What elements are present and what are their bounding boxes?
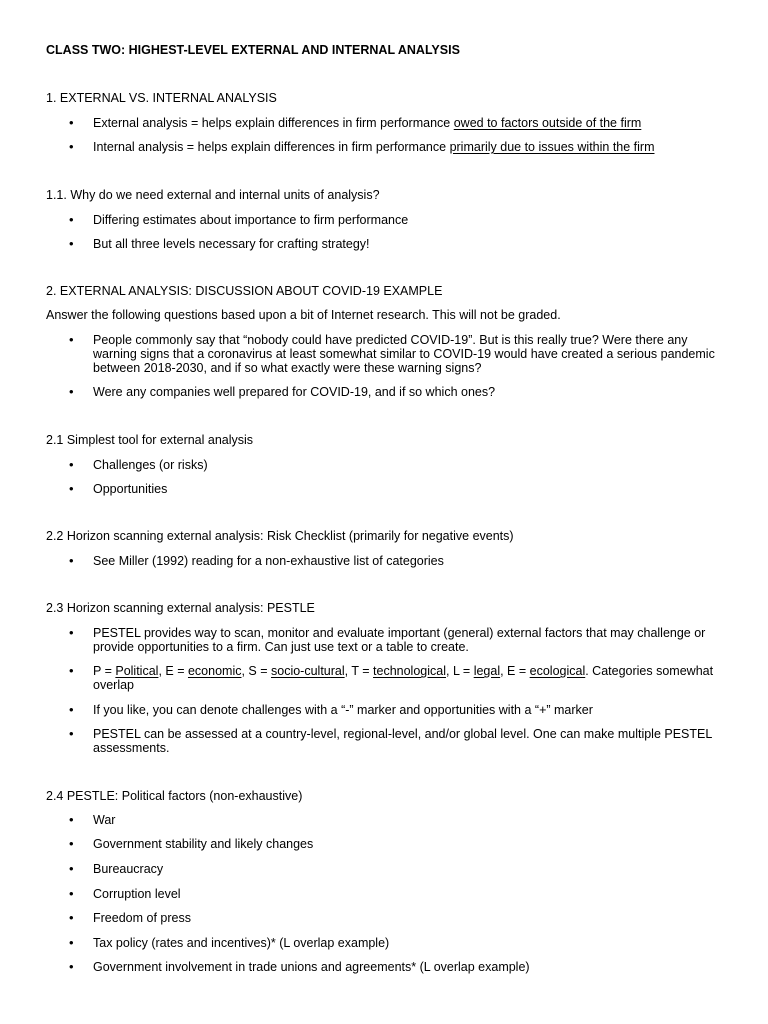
political-term: Political	[115, 664, 159, 678]
list-item: • PESTEL can be assessed at a country-level, regional-level, and/or global level. One can make multiple PESTEL assessments.	[93, 727, 723, 755]
bullet-text: , L =	[446, 664, 474, 678]
intro-paragraph: Answer the following questions based upon a bit of Internet research. This will not be graded.	[46, 308, 561, 322]
list-item: • Tax policy (rates and incentives)* (L overlap example)	[93, 936, 723, 950]
list-item	[93, 116, 723, 130]
bullet-text: , S =	[241, 664, 271, 678]
section-heading-2-4: 2.4 PESTLE: Political factors (non-exhaustive)	[46, 789, 303, 803]
legal-term: legal	[473, 664, 501, 678]
bullet-text: , E =	[500, 664, 530, 678]
underlined-text: primarily due to issues within the firm	[449, 140, 655, 154]
list-item: • War	[93, 813, 723, 827]
list-item	[93, 664, 723, 692]
bullet-text: , T =	[344, 664, 374, 678]
list-item: • Freedom of press	[93, 911, 723, 925]
list-item	[93, 140, 723, 154]
section-heading-2-1: 2.1 Simplest tool for external analysis	[46, 433, 254, 447]
list-item: • Were any companies well prepared for COVID-19, and if so which ones?	[93, 385, 723, 399]
section-heading-2-2: 2.2 Horizon scanning external analysis: Risk Checklist (primarily for negative events)	[46, 529, 514, 543]
economic-term: economic	[187, 664, 242, 678]
ecological-term: ecological	[529, 664, 586, 678]
list-item: • PESTEL provides way to scan, monitor and evaluate important (general) external factors that may challenge or provide opportunities to a firm. Can just use text or a table to create.	[93, 626, 723, 654]
bullet-text: , E =	[158, 664, 188, 678]
underlined-text: owed to factors outside of the firm	[453, 116, 642, 130]
list-item: • Opportunities	[93, 482, 723, 496]
list-item: • Government stability and likely changes	[93, 837, 723, 851]
bullet-text: . Categories somewhat overlap	[93, 664, 714, 692]
section-heading-2-3: 2.3 Horizon scanning external analysis: PESTLE	[46, 601, 315, 615]
bullet-text: P =	[93, 664, 116, 678]
list-item: • But all three levels necessary for crafting strategy!	[93, 237, 723, 251]
list-item: • Differing estimates about importance to firm performance	[93, 213, 723, 227]
bullet-text: Internal analysis = helps explain differences in firm performance	[93, 140, 450, 154]
section-heading-1: 1. EXTERNAL VS. INTERNAL ANALYSIS	[46, 91, 277, 105]
list-item: • People commonly say that “nobody could have predicted COVID-19”. But is this really true? Were there any warning signs that a coronavirus at least somewhat similar to COVID-19 would have created a serious pandemic between 2018-2030, and if so what exactly were these warning signs?	[93, 333, 723, 375]
list-item: • See Miller (1992) reading for a non-exhaustive list of categories	[93, 554, 723, 568]
section-heading-2: 2. EXTERNAL ANALYSIS: DISCUSSION ABOUT COVID-19 EXAMPLE	[46, 284, 443, 298]
list-item: • Challenges (or risks)	[93, 458, 723, 472]
bullet-text: External analysis = helps explain differences in firm performance	[93, 116, 454, 130]
page-title: CLASS TWO: HIGHEST-LEVEL EXTERNAL AND INTERNAL ANALYSIS	[46, 43, 460, 57]
list-item: • Government involvement in trade unions and agreements* (L overlap example)	[93, 960, 723, 974]
section-heading-1-1: 1.1. Why do we need external and internal units of analysis?	[46, 188, 380, 202]
sociocultural-term: socio-cultural	[271, 664, 345, 678]
list-item: • If you like, you can denote challenges with a “-” marker and opportunities with a “+” marker	[93, 703, 723, 717]
list-item: • Bureaucracy	[93, 862, 723, 876]
list-item: • Corruption level	[93, 887, 723, 901]
technological-term: technological	[373, 664, 446, 678]
